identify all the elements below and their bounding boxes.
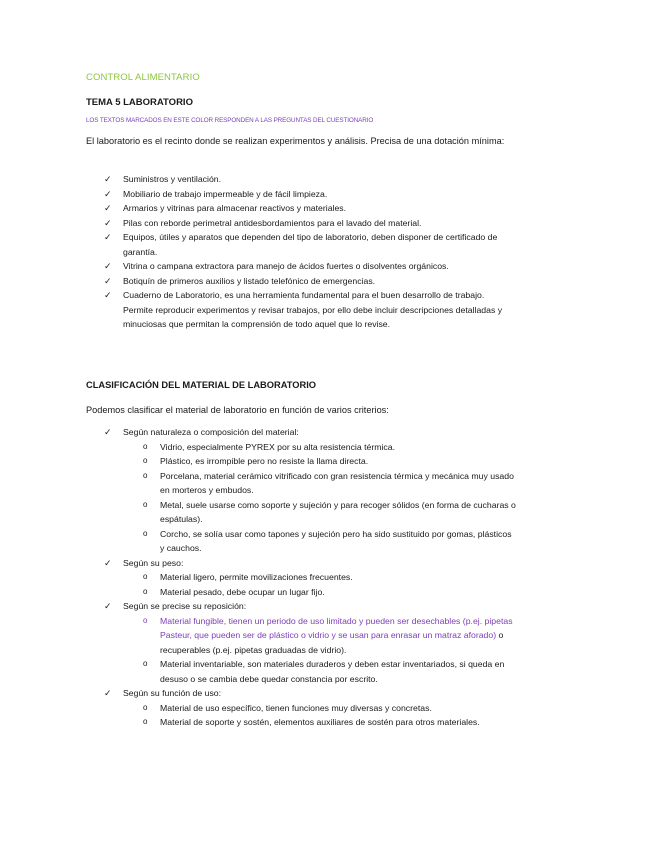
course-title: CONTROL ALIMENTARIO — [86, 72, 200, 83]
bullet-icon: o — [143, 572, 148, 581]
bullet-icon: o — [143, 528, 148, 538]
sub-item: o Material pesado, debe ocupar un lugar fijo. — [123, 585, 516, 600]
section-intro: Podemos clasificar el material de laboratorio en función de varios criterios: — [86, 405, 389, 415]
sub-list — [123, 570, 516, 599]
dotacion-list — [86, 172, 516, 332]
bullet-icon: o — [143, 717, 148, 726]
bullet-icon: o — [143, 456, 148, 465]
check-icon: ✓ — [104, 174, 112, 184]
criterion-label: Según su función de uso: — [123, 688, 222, 698]
sub-list — [123, 701, 516, 730]
criterion-label: Según se precise su reposición: — [123, 601, 247, 611]
check-icon: ✓ — [104, 557, 112, 568]
criterion-label: Según naturaleza o composición del material: — [123, 427, 299, 437]
highlighted-answer: Material fungible, tienen un periodo de uso limitado y pueden ser desechables (p.ej. pipetas Pasteur, que pueden ser de plástico o vidrio y se usan para enrasar un matraz aforado) — [160, 615, 513, 640]
check-icon: ✓ — [104, 203, 112, 213]
sub-item: o Vidrio, especialmente PYREX por su alta resistencia térmica. — [123, 440, 516, 455]
sub-item: o Plástico, es irrompible pero no resiste la llama directa. — [123, 454, 516, 469]
sub-item: o Material inventariable, son materiales duraderos y deben estar inventariados, si queda en desuso o se cambia debe quedar constancia por escrito. — [143, 659, 505, 684]
topic-title: TEMA 5 LABORATORIO — [86, 97, 193, 108]
bullet-icon: o — [143, 499, 148, 509]
sub-item: o Material ligero, permite movilizaciones frecuentes. — [123, 570, 516, 585]
bullet-icon: o — [143, 470, 148, 480]
sub-item: o Material fungible, tienen un periodo de uso limitado y pueden ser desechables (p.ej. pipetas Pasteur, que pueden ser de plástico o vidrio y se usan para enrasar un matraz aforado) o recuperables (p.ej. pipetas graduadas de vidrio). — [143, 615, 513, 655]
check-icon: ✓ — [104, 427, 112, 437]
check-icon: ✓ — [104, 275, 112, 286]
check-icon: ✓ — [104, 290, 112, 300]
criterion-label: Según su peso: — [123, 557, 184, 568]
list-item: ✓ Armarios y vitrinas para almacenar reactivos y materiales. — [86, 201, 516, 216]
list-item: ✓ Botiquín de primeros auxilios y listado telefónico de emergencias. — [86, 274, 516, 289]
list-item: ✓ Pilas con reborde perimetral antidesbordamientos para el lavado del material. — [86, 216, 516, 231]
sub-item: o Material de uso específico, tienen funciones muy diversas y concretas. — [123, 701, 516, 716]
intro-paragraph: El laboratorio es el recinto donde se realizan experimentos y análisis. Precisa de una dotación mínima: — [86, 136, 505, 146]
criterion-reposicion — [86, 599, 516, 686]
criterion-peso — [86, 556, 516, 600]
check-icon: ✓ — [104, 232, 112, 242]
list-item: ✓ Equipos, útiles y aparatos que dependen del tipo de laboratorio, deben disponer de certificado de garantía. — [104, 232, 498, 257]
list-item: ✓ Mobiliario de trabajo impermeable y de fácil limpieza. — [86, 187, 516, 202]
check-icon: ✓ — [104, 261, 112, 271]
list-item: ✓ Vitrina o campana extractora para manejo de ácidos fuertes o disolventes orgánicos. — [86, 259, 516, 274]
list-item: ✓ Cuaderno de Laboratorio, es una herramienta fundamental para el buen desarrollo de trabajo. Permite reproducir experimentos y revisar trabajos, por ello debe incluir descripciones detalladas y minuciosas que permitan la comprensión de todo aquel que lo revise. — [104, 290, 503, 329]
criteria-list — [86, 425, 516, 730]
criterion-naturaleza — [86, 425, 516, 556]
bullet-icon: o — [143, 441, 148, 451]
check-icon: ✓ — [104, 688, 112, 698]
check-icon: ✓ — [104, 188, 112, 199]
sub-item: o Material de soporte y sostén, elementos auxiliares de sostén para otros materiales. — [123, 715, 516, 730]
section-title: CLASIFICACIÓN DEL MATERIAL DE LABORATORIO — [86, 380, 317, 390]
sub-list — [123, 440, 516, 556]
sub-list — [123, 614, 516, 687]
check-icon: ✓ — [104, 217, 112, 228]
sub-item: o Corcho, se solía usar como tapones y sujeción pero ha sido sustituido por gomas, plásticos y cauchos. — [143, 528, 512, 553]
list-item: ✓ Suministros y ventilación. — [86, 172, 516, 187]
bullet-icon: o — [143, 586, 148, 596]
check-icon: ✓ — [104, 601, 112, 611]
bullet-icon: o — [143, 659, 148, 668]
bullet-icon: o — [143, 702, 148, 712]
bullet-icon: o — [143, 615, 148, 625]
criterion-funcion — [86, 686, 516, 730]
color-note: LOS TEXTOS MARCADOS EN ESTE COLOR RESPONDEN A LAS PREGUNTAS DEL CUESTIONARIO — [86, 117, 374, 124]
sub-item: o Porcelana, material cerámico vitrificado con gran resistencia térmica y mecánica muy usado en morteros y embudos. — [143, 470, 514, 495]
sub-item: o Metal, suele usarse como soporte y sujeción y para recoger sólidos (en forma de cucharas o espátulas). — [143, 499, 516, 524]
